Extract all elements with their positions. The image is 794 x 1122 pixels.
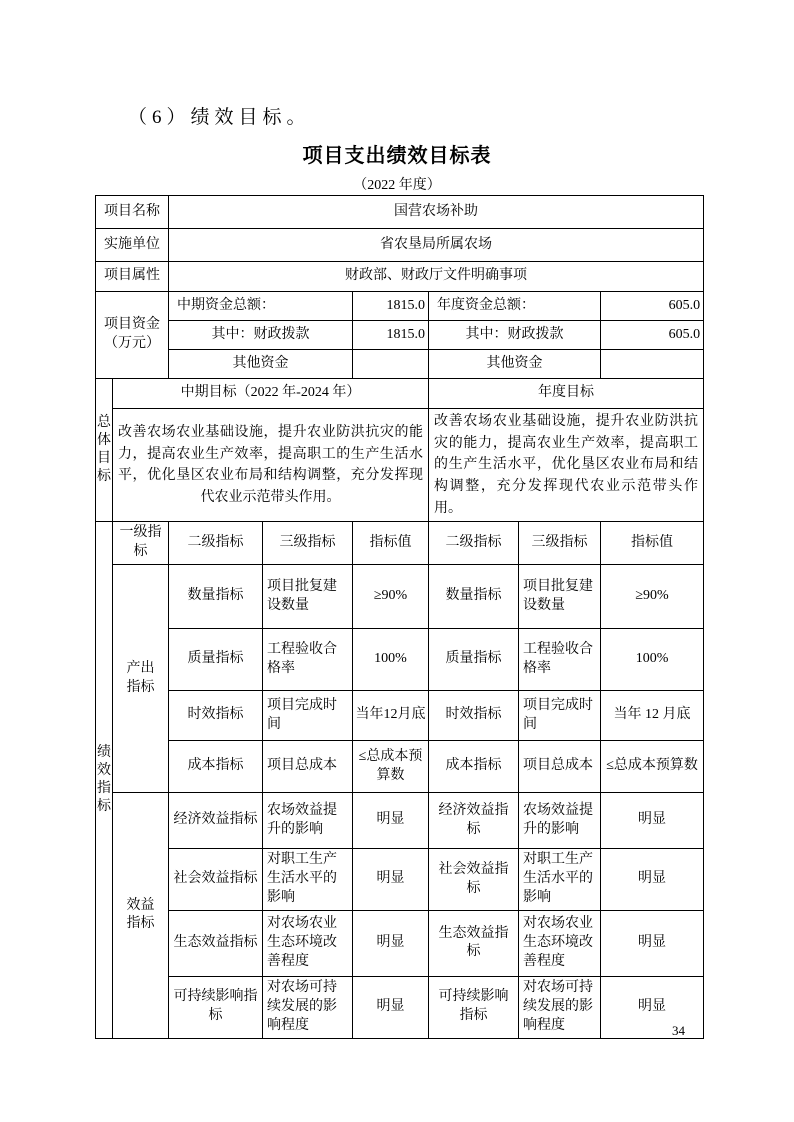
indicator-value: ≤总成本预算数 bbox=[353, 741, 429, 793]
table-row bbox=[96, 691, 704, 741]
midterm-total-value: 1815.0 bbox=[353, 292, 429, 321]
indicator-value: 明显 bbox=[353, 910, 429, 976]
indicator-value: 明显 bbox=[353, 793, 429, 849]
table-row bbox=[96, 409, 704, 522]
indicator-value: 当年12月底 bbox=[353, 691, 429, 741]
annual-goal-text: 改善农场农业基础设施，提升农业防洪抗灾的能力，提高农业生产效率，提高职工的生产生活水平，优化垦区农业布局和结构调整，充分发挥现代农业示范带头作用。 bbox=[429, 409, 704, 522]
level2-header: 二级指标 bbox=[169, 522, 263, 565]
indicator-l3: 对职工生产生活水平的影响 bbox=[263, 849, 353, 911]
project-name-value: 国营农场补助 bbox=[169, 196, 704, 229]
indicator-l3-annual: 项目完成时间 bbox=[519, 691, 601, 741]
indicator-l2: 时效指标 bbox=[169, 691, 263, 741]
project-funds-label: 项目资金（万元） bbox=[96, 292, 169, 379]
project-attribute-label: 项目属性 bbox=[96, 262, 169, 292]
table-row bbox=[96, 229, 704, 262]
indicator-l2: 数量指标 bbox=[169, 565, 263, 629]
midterm-goal-text: 改善农场农业基础设施，提升农业防洪抗灾的能力，提高农业生产效率，提高职工的生产生活水平，优化垦区农业布局和结构调整，充分发挥现代农业示范带头作用。 bbox=[113, 409, 429, 522]
table-row bbox=[96, 910, 704, 976]
level2-annual-header: 二级指标 bbox=[429, 522, 519, 565]
output-indicators-group-label: 产出指标 bbox=[113, 565, 169, 793]
table-row bbox=[96, 565, 704, 629]
table-row bbox=[96, 321, 704, 350]
indicator-l2-annual: 质量指标 bbox=[429, 629, 519, 691]
indicator-l3: 对农场可持续发展的影响程度 bbox=[263, 976, 353, 1038]
table-title: 项目支出绩效目标表 bbox=[302, 145, 492, 167]
overall-goal-label: 总体目标 bbox=[96, 379, 113, 522]
annual-fiscal-value: 605.0 bbox=[601, 321, 704, 350]
indicator-l3-annual: 项目批复建设数量 bbox=[519, 565, 601, 629]
indicator-l2: 质量指标 bbox=[169, 629, 263, 691]
performance-indicators-label: 绩效指标 bbox=[96, 522, 113, 1038]
annual-total-label: 年度资金总额： bbox=[429, 292, 601, 321]
indicator-value: 明显 bbox=[353, 976, 429, 1038]
indicator-l2-annual: 社会效益指标 bbox=[429, 849, 519, 911]
midterm-other-value bbox=[353, 350, 429, 379]
midterm-fiscal-label: 其中：财政拨款 bbox=[169, 321, 353, 350]
indicator-l3-annual: 工程验收合格率 bbox=[519, 629, 601, 691]
annual-goal-header: 年度目标 bbox=[429, 379, 704, 409]
indicator-value: 100% bbox=[353, 629, 429, 691]
performance-target-table bbox=[95, 195, 704, 1039]
project-attribute-value: 财政部、财政厅文件明确事项 bbox=[169, 262, 704, 292]
indicator-l3: 工程验收合格率 bbox=[263, 629, 353, 691]
indicator-l2: 可持续影响指标 bbox=[169, 976, 263, 1038]
indicator-l3: 项目批复建设数量 bbox=[263, 565, 353, 629]
indicator-l3-annual: 对农场可持续发展的影响程度 bbox=[519, 976, 601, 1038]
indicator-l2: 社会效益指标 bbox=[169, 849, 263, 911]
table-row bbox=[96, 629, 704, 691]
indicator-l2: 生态效益指标 bbox=[169, 910, 263, 976]
midterm-fiscal-value: 1815.0 bbox=[353, 321, 429, 350]
indicator-l2-annual: 经济效益指标 bbox=[429, 793, 519, 849]
indicator-l3-annual: 农场效益提升的影响 bbox=[519, 793, 601, 849]
section-heading: （6）绩效目标。 bbox=[128, 107, 311, 128]
implementing-unit-label: 实施单位 bbox=[96, 229, 169, 262]
annual-other-label: 其他资金 bbox=[429, 350, 601, 379]
indicator-value: 明显 bbox=[353, 849, 429, 911]
midterm-goal-header: 中期目标（2022 年-2024 年） bbox=[113, 379, 429, 409]
indicator-value-annual: 明显 bbox=[601, 793, 704, 849]
table-row bbox=[96, 741, 704, 793]
indicator-l2-annual: 成本指标 bbox=[429, 741, 519, 793]
indicator-l2-annual: 生态效益指标 bbox=[429, 910, 519, 976]
midterm-total-label: 中期资金总额： bbox=[169, 292, 353, 321]
indicator-value-annual: 100% bbox=[601, 629, 704, 691]
table-row bbox=[96, 350, 704, 379]
value-header: 指标值 bbox=[353, 522, 429, 565]
indicator-l2: 成本指标 bbox=[169, 741, 263, 793]
annual-fiscal-label: 其中：财政拨款 bbox=[429, 321, 601, 350]
indicator-value: ≥90% bbox=[353, 565, 429, 629]
indicator-l3-annual: 对农场农业生态环境改善程度 bbox=[519, 910, 601, 976]
level3-header: 三级指标 bbox=[263, 522, 353, 565]
table-row bbox=[96, 196, 704, 229]
indicator-value-annual: 当年 12 月底 bbox=[601, 691, 704, 741]
benefit-indicators-group-label: 效益指标 bbox=[113, 793, 169, 1038]
table-row bbox=[96, 262, 704, 292]
page-number: 34 bbox=[672, 1023, 685, 1038]
table-row bbox=[96, 976, 704, 1038]
implementing-unit-value: 省农垦局所属农场 bbox=[169, 229, 704, 262]
project-name-label: 项目名称 bbox=[96, 196, 169, 229]
value-annual-header: 指标值 bbox=[601, 522, 704, 565]
table-row bbox=[96, 292, 704, 321]
indicator-value-annual: 明显 bbox=[601, 849, 704, 911]
midterm-other-label: 其他资金 bbox=[169, 350, 353, 379]
indicator-l3: 农场效益提升的影响 bbox=[263, 793, 353, 849]
indicator-l3-annual: 对职工生产生活水平的影响 bbox=[519, 849, 601, 911]
annual-total-value: 605.0 bbox=[601, 292, 704, 321]
indicator-l2-annual: 时效指标 bbox=[429, 691, 519, 741]
indicator-value-annual: ≥90% bbox=[601, 565, 704, 629]
level1-header: 一级指标 bbox=[113, 522, 169, 565]
annual-other-value bbox=[601, 350, 704, 379]
indicator-l3: 项目完成时间 bbox=[263, 691, 353, 741]
indicator-l2-annual: 可持续影响指标 bbox=[429, 976, 519, 1038]
indicator-l3: 项目总成本 bbox=[263, 741, 353, 793]
table-row bbox=[96, 793, 704, 849]
indicator-value-annual: 明显 bbox=[601, 910, 704, 976]
indicator-value-annual: 明显 bbox=[601, 976, 704, 1038]
table-row bbox=[96, 522, 704, 565]
indicator-l3-annual: 项目总成本 bbox=[519, 741, 601, 793]
indicator-l2-annual: 数量指标 bbox=[429, 565, 519, 629]
table-row bbox=[96, 379, 704, 409]
indicator-value-annual: ≤总成本预算数 bbox=[601, 741, 704, 793]
level3-annual-header: 三级指标 bbox=[519, 522, 601, 565]
indicator-l2: 经济效益指标 bbox=[169, 793, 263, 849]
indicator-l3: 对农场农业生态环境改善程度 bbox=[263, 910, 353, 976]
table-row bbox=[96, 849, 704, 911]
table-subtitle: （2022 年度） bbox=[353, 178, 441, 193]
